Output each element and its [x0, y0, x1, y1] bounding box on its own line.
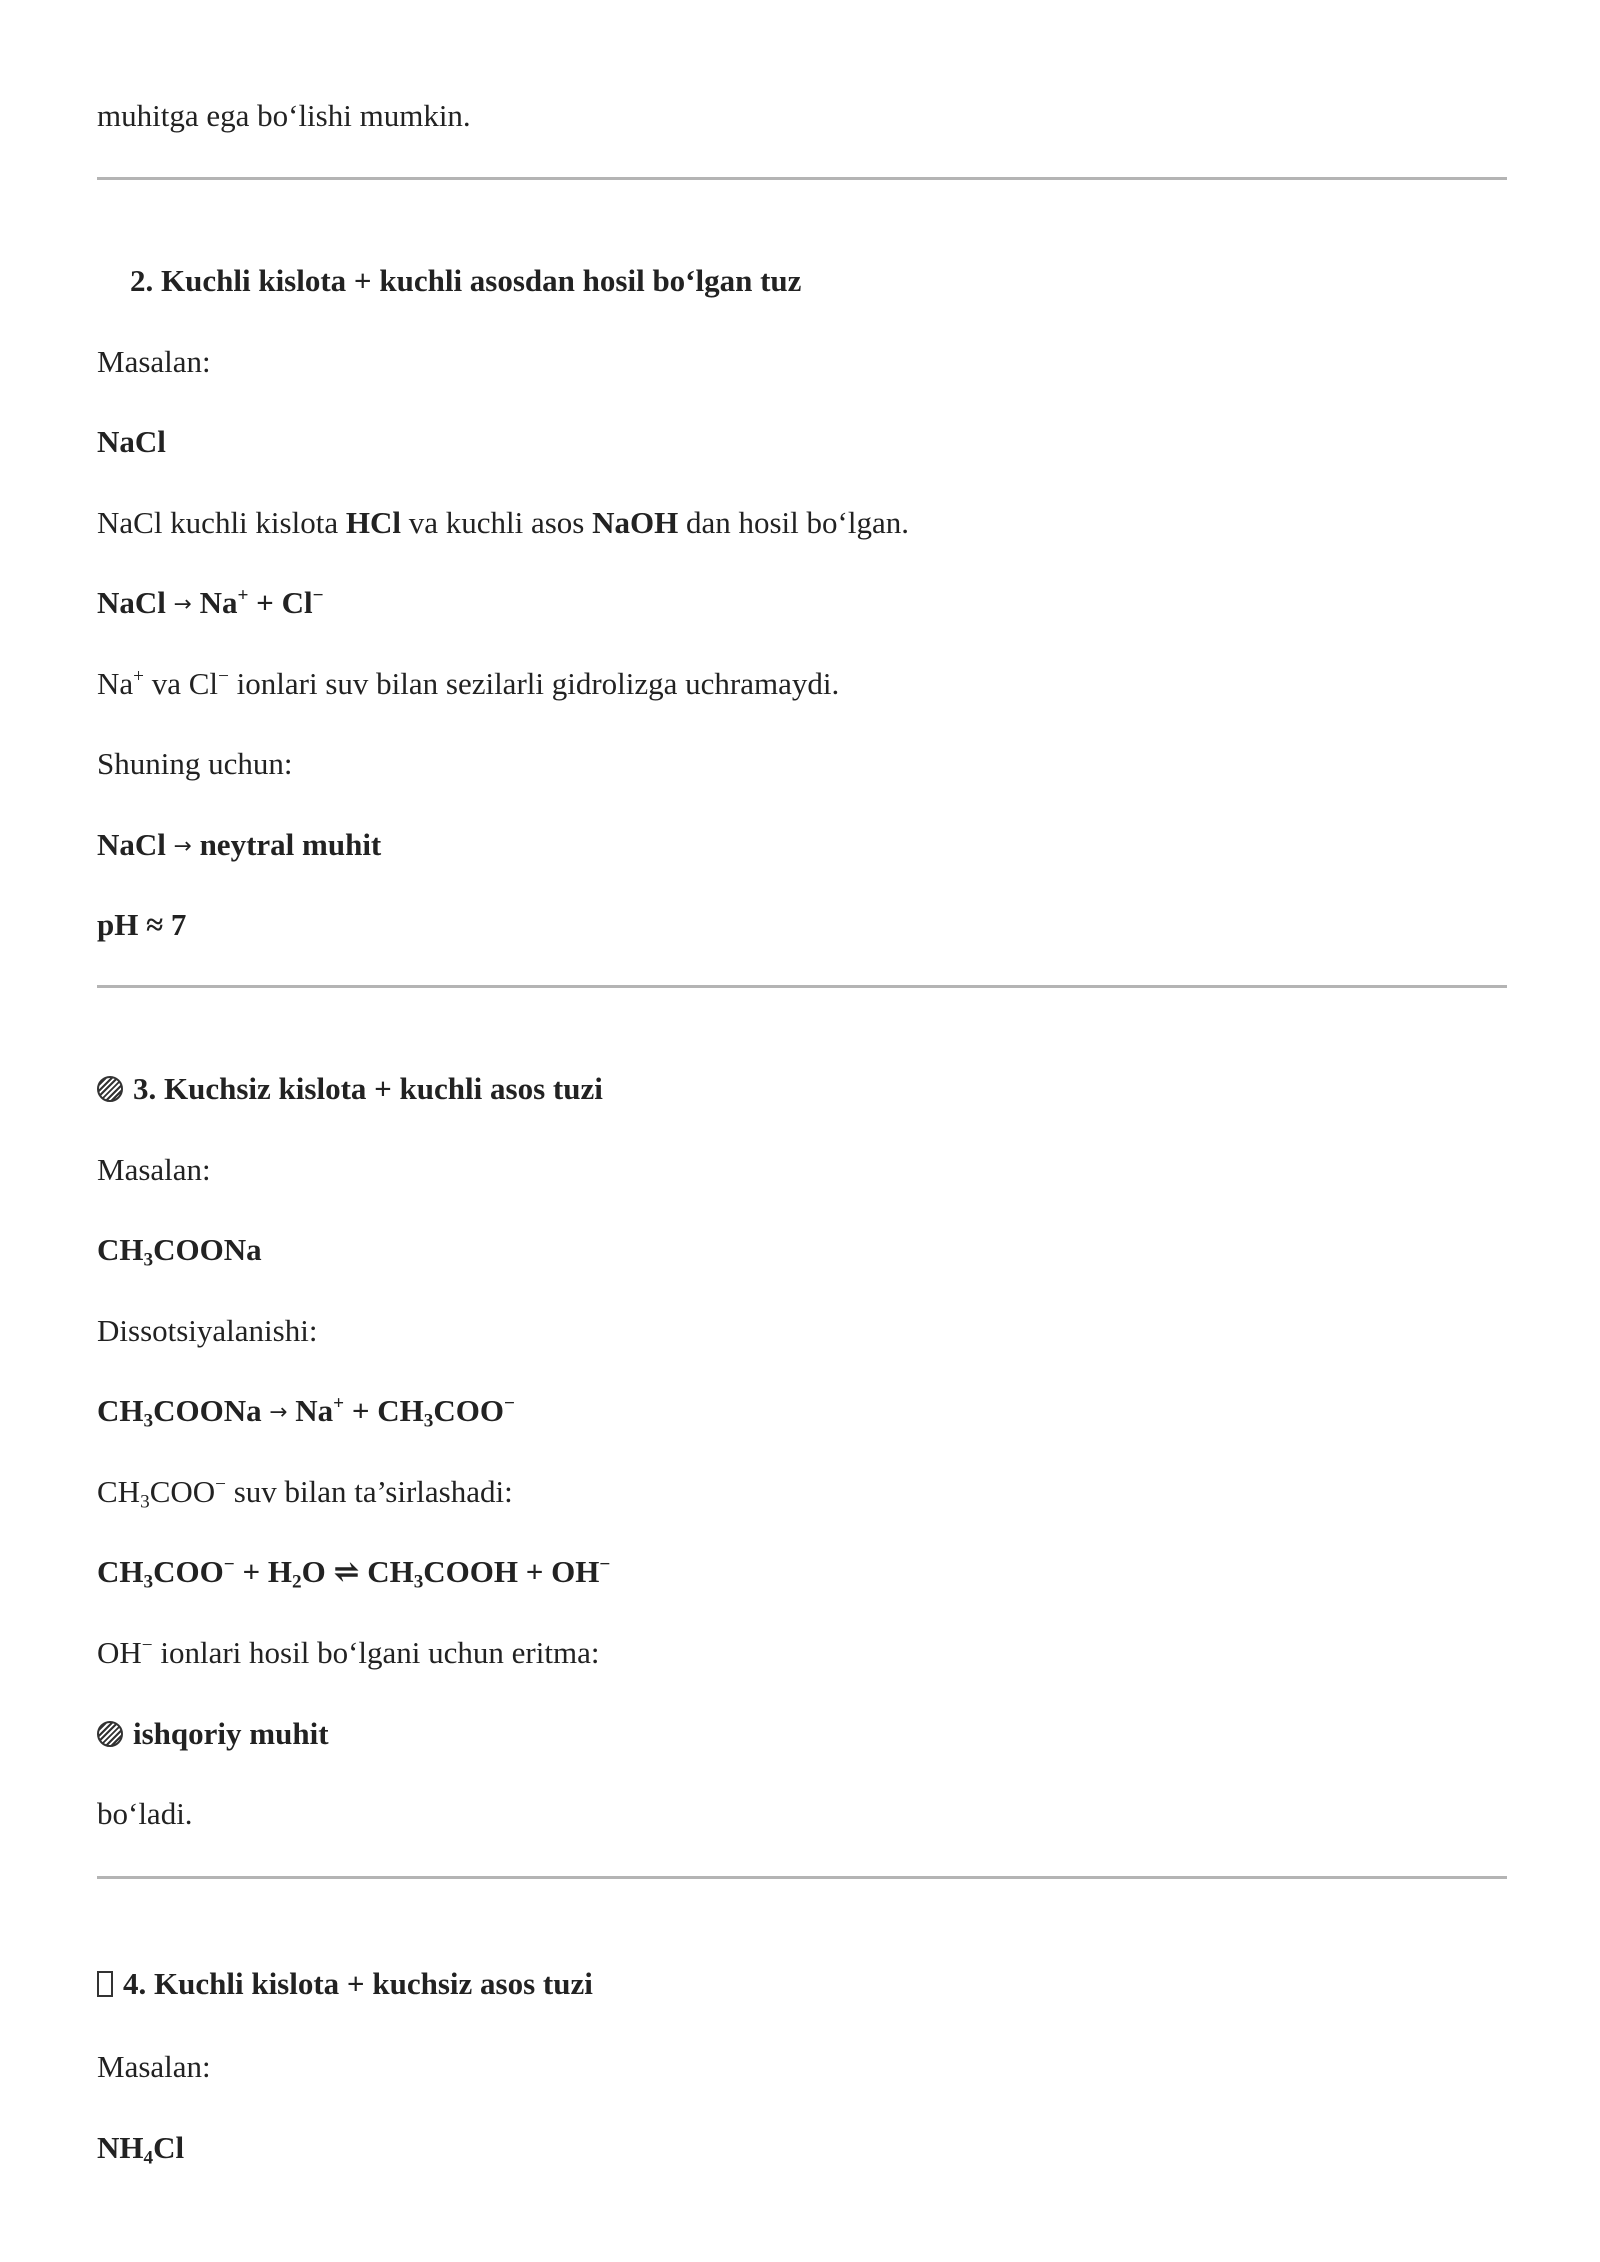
formula-part: NH: [97, 2130, 144, 2165]
section3-ending: bo‘ladi.: [97, 1796, 193, 1831]
intro-text: muhitga ega bo‘lishi mumkin.: [97, 98, 471, 133]
charge-plus: +: [133, 666, 144, 688]
formula-part: COONa: [153, 1232, 262, 1267]
text-segment: OH: [97, 1635, 142, 1670]
text-segment: suv bilan ta’sirlashadi:: [225, 1474, 513, 1509]
formula-part: + CH: [344, 1393, 424, 1428]
text-segment: Na: [97, 666, 134, 701]
section2-example-label: Masalan:: [97, 344, 211, 379]
formula-part: Na: [287, 1393, 334, 1428]
arrow-icon: →: [173, 833, 192, 859]
formula-part: +: [248, 585, 282, 620]
heading-text: 4. Kuchli kislota + kuchsiz asos tuzi: [123, 1966, 593, 2001]
arrow-icon: →: [173, 591, 192, 617]
circle-hatched-icon: [97, 1721, 123, 1747]
formula-part: COONa: [153, 1393, 270, 1428]
charge-plus: +: [333, 1393, 345, 1415]
text-segment: ionlari hosil bo‘lgani uchun eritma:: [152, 1635, 600, 1670]
section3-oh-text: [97, 1634, 599, 1671]
formula-part: CH: [359, 1554, 414, 1589]
section3-hydrolysis-equation: [97, 1553, 611, 1593]
charge-plus: +: [237, 585, 249, 607]
charge-minus: −: [141, 1635, 153, 1657]
formula-part: CH: [97, 1554, 144, 1589]
section2-heading: 2. Kuchli kislota + kuchli asosdan hosil bo‘lgan tuz: [130, 263, 802, 298]
divider: [97, 1876, 1507, 1879]
formula-part: O: [301, 1554, 334, 1589]
subscript: 3: [143, 1410, 154, 1432]
result-text: ishqoriy muhit: [133, 1716, 329, 1751]
section3-result: [97, 1715, 329, 1752]
formula-part: CH: [97, 1232, 144, 1267]
text-segment: va Cl: [144, 666, 219, 701]
formula-part: Cl: [153, 2130, 185, 2165]
section2-ph: pH ≈ 7: [97, 907, 187, 942]
section4-example-label: Masalan:: [97, 2049, 211, 2084]
result-text: neytral muhit: [199, 827, 382, 862]
formula-part: NaCl: [97, 827, 166, 862]
text-segment: CH: [97, 1474, 141, 1509]
formula-part: NaCl: [97, 585, 166, 620]
charge-minus: −: [312, 585, 324, 607]
subscript: 2: [291, 1571, 302, 1593]
formula-part: COOH + OH: [423, 1554, 600, 1589]
formula-part: COO: [433, 1393, 505, 1428]
text-segment: ionlari suv bilan sezilarli gidrolizga uchramaydi.: [228, 666, 840, 701]
acid-formula: HCl: [345, 505, 401, 540]
equilibrium-arrow-icon: ⇌: [333, 1554, 360, 1589]
subscript: 3: [143, 1571, 154, 1593]
base-formula: NaOH: [592, 505, 679, 540]
section2-dissociation-equation: [97, 584, 324, 621]
missing-glyph-box-icon: [97, 1971, 113, 1997]
divider: [97, 985, 1507, 988]
divider: [97, 177, 1507, 180]
charge-minus: −: [215, 1474, 226, 1496]
charge-minus: −: [599, 1554, 611, 1576]
subscript: 3: [423, 1410, 434, 1432]
section4-heading: [97, 1965, 593, 2002]
section3-interaction-text: [97, 1473, 513, 1513]
section2-result: [97, 826, 381, 863]
section2-salt: NaCl: [97, 424, 166, 459]
text-segment: NaCl kuchli kislota: [97, 505, 346, 540]
section4-salt: [97, 2129, 185, 2169]
charge-minus: −: [504, 1393, 515, 1415]
section2-description: [97, 504, 909, 541]
charge-minus: −: [223, 1554, 235, 1576]
formula-part: Cl: [281, 585, 313, 620]
text-segment: dan hosil bo‘lgan.: [678, 505, 909, 540]
charge-minus: −: [218, 666, 229, 688]
heading-text: 3. Kuchsiz kislota + kuchli asos tuzi: [133, 1071, 603, 1106]
section2-therefore: Shuning uchun:: [97, 746, 293, 781]
section3-example-label: Masalan:: [97, 1152, 211, 1187]
subscript: 3: [140, 1491, 150, 1513]
formula-part: Na: [199, 585, 238, 620]
arrow-icon: →: [269, 1399, 288, 1425]
section3-heading: [97, 1070, 603, 1107]
subscript: 4: [143, 2147, 154, 2169]
circle-hatched-icon: [97, 1076, 123, 1102]
section3-dissociation-label: Dissotsiyalanishi:: [97, 1313, 318, 1348]
section3-dissociation-equation: [97, 1392, 515, 1432]
section3-salt: [97, 1231, 262, 1271]
formula-part: COO: [153, 1554, 224, 1589]
subscript: 3: [413, 1571, 424, 1593]
text-segment: va kuchli asos: [400, 505, 593, 540]
text-segment: COO: [149, 1474, 216, 1509]
subscript: 3: [143, 1249, 154, 1271]
formula-part: CH: [97, 1393, 144, 1428]
formula-part: + H: [234, 1554, 292, 1589]
section2-ions-text: [97, 665, 839, 702]
